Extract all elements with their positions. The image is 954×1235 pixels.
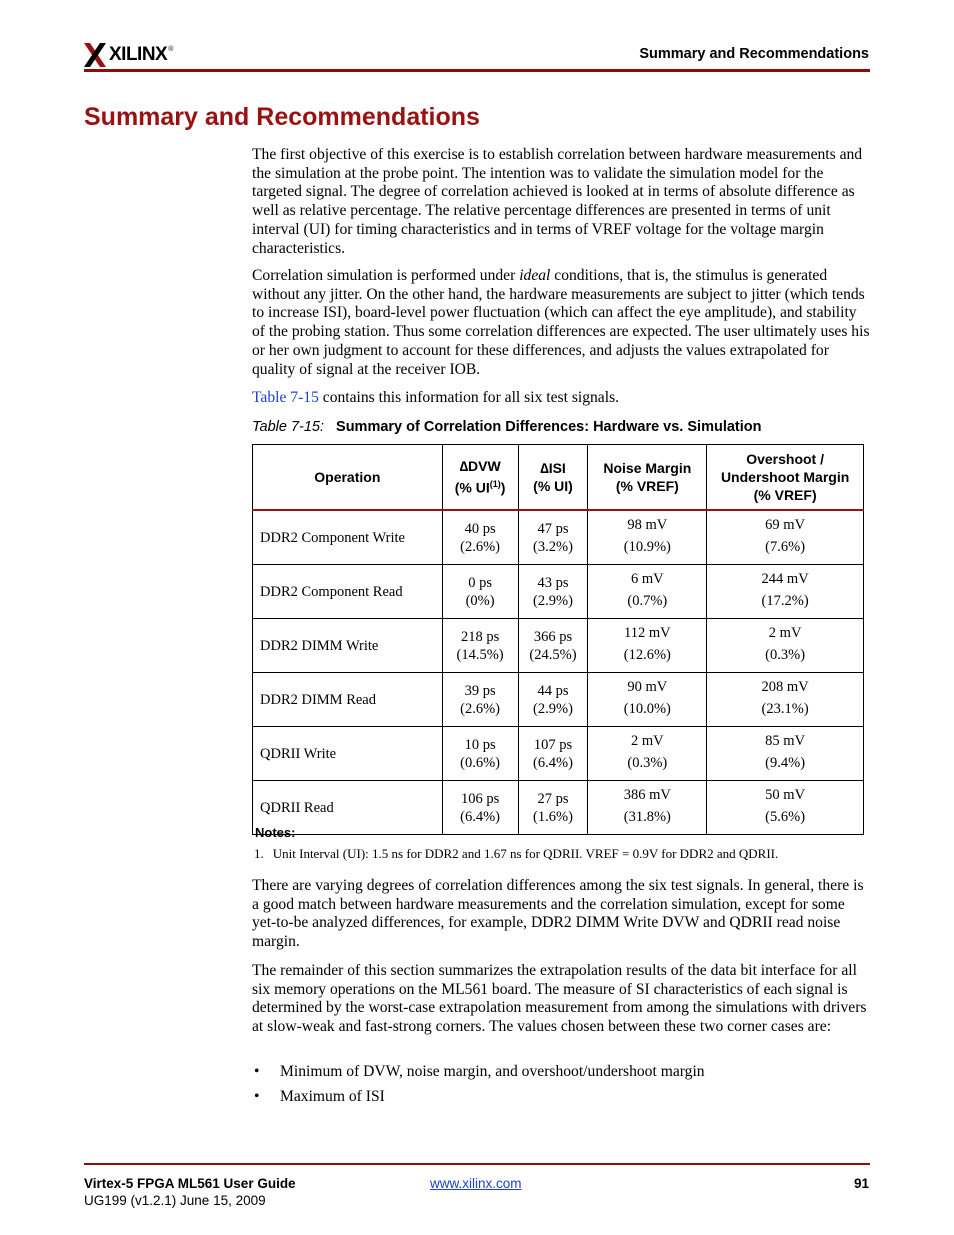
cell-operation [253, 673, 443, 727]
header-dvw-close: ) [500, 479, 506, 496]
cell-dvw [442, 781, 518, 835]
cell-dvw [442, 727, 518, 781]
cell-overshoot-value: 50 mV [765, 787, 806, 803]
header-operation: Operation [253, 445, 443, 511]
cell-dvw [442, 673, 518, 727]
cell-isi-value: 44 ps [537, 682, 569, 699]
header-isi-line1: ∆ISI [540, 460, 566, 476]
xilinx-logo [84, 40, 173, 70]
table-row [253, 510, 864, 565]
p2-italic-ideal: ideal [519, 267, 551, 284]
cell-noise-margin-percent: (10.9%) [623, 539, 671, 555]
footer-website-link[interactable]: www.xilinx.com [430, 1176, 522, 1191]
cell-overshoot [707, 565, 864, 619]
footnote-text: Unit Interval (UI): 1.5 ns for DDR2 and 1.67 ns for QDRII. VREF = 0.9V for DDR2 and QDRII. [272, 846, 779, 861]
xilinx-x-icon [84, 43, 106, 67]
cell-isi-percent: (3.2%) [533, 538, 573, 555]
cell-operation [253, 619, 443, 673]
cell-noise-margin [588, 565, 707, 619]
cell-isi [518, 619, 588, 673]
table-body [253, 510, 864, 835]
bullet-item: • Minimum of DVW, noise margin, and overshoot/undershoot margin [252, 1063, 705, 1088]
cell-overshoot [707, 781, 864, 835]
cell-operation [253, 565, 443, 619]
footer-doc-id: UG199 (v1.2.1) June 15, 2009 [84, 1193, 266, 1208]
cell-dvw-value: 40 ps [464, 520, 496, 537]
cell-isi-value: 107 ps [533, 736, 573, 753]
cell-overshoot-value: 208 mV [761, 679, 809, 695]
cell-noise-margin-value: 2 mV [631, 733, 664, 749]
header-isi-line2: (% UI) [533, 478, 573, 494]
header-nm-line2: (% VREF) [615, 478, 679, 494]
cell-noise-margin-value: 6 mV [631, 571, 664, 587]
table-7-15-link[interactable]: Table 7-15 [252, 389, 319, 406]
cell-dvw-value: 218 ps [460, 628, 500, 645]
cell-dvw [442, 619, 518, 673]
cell-overshoot-percent: (23.1%) [761, 701, 809, 717]
cell-noise-margin-value: 90 mV [627, 679, 668, 695]
header-nm-line1: Noise Margin [603, 460, 692, 476]
table-row [253, 619, 864, 673]
cell-operation-value: QDRII Read [260, 799, 334, 816]
bullet-item: • Maximum of ISI [252, 1088, 705, 1113]
cell-overshoot-value: 85 mV [765, 733, 806, 749]
cell-overshoot [707, 510, 864, 565]
p3-text: contains this information for all six test signals. [318, 389, 620, 406]
cell-overshoot-percent: (17.2%) [761, 593, 809, 609]
logo-wordmark: XILINX [109, 44, 168, 65]
cell-noise-margin-percent: (0.7%) [627, 593, 668, 609]
cell-noise-margin [588, 727, 707, 781]
header-dvw [442, 445, 518, 511]
notes-title: Notes: [255, 825, 296, 840]
cell-dvw-percent: (14.5%) [456, 646, 504, 663]
cell-noise-margin [588, 673, 707, 727]
cell-dvw-percent: (2.6%) [460, 700, 501, 717]
cell-isi [518, 510, 588, 565]
cell-dvw-percent: (0%) [465, 592, 495, 609]
cell-noise-margin [588, 781, 707, 835]
cell-dvw-value: 106 ps [460, 790, 500, 807]
cell-noise-margin [588, 619, 707, 673]
cell-dvw-percent: (2.6%) [460, 538, 501, 555]
p2-text-start: Correlation simulation is performed under [252, 267, 520, 284]
paragraph-correlation [252, 267, 872, 379]
p2-text-end: conditions, that is, the stimulus is generated without any jitter. On the other hand, the hardware measurements are subject to jitter (which tends to increase ISI), board-level power fluctuation (which can affect the eye amplitude), and stability of the probing station. Thus some correlation differences are expected. The user ultimately uses his or her own judgment to account for these differences, and adjusts the values extrapolated for quality of signal at the receiver IOB. [252, 267, 870, 378]
cell-isi-percent: (2.9%) [533, 700, 573, 717]
cell-noise-margin-percent: (0.3%) [627, 755, 668, 771]
paragraph-differences: There are varying degrees of correlation differences among the six test signals. In general, there is a good match between hardware measurements and the correlation simulation, except for some yet-to-be analyzed differences, for example, DDR2 DIMM Write DVW and QDRII read noise margin. [252, 877, 864, 951]
cell-dvw-value: 39 ps [464, 682, 496, 699]
cell-overshoot-percent: (7.6%) [765, 539, 806, 555]
cell-overshoot [707, 727, 864, 781]
cell-operation-value: DDR2 DIMM Write [260, 637, 379, 654]
bullet-list [252, 1063, 705, 1113]
cell-isi-value: 47 ps [537, 520, 569, 537]
header-noise-margin [588, 445, 707, 511]
running-header: Summary and Recommendations [639, 46, 869, 62]
cell-overshoot [707, 673, 864, 727]
cell-overshoot-value: 244 mV [761, 571, 809, 587]
cell-operation-value: DDR2 DIMM Read [260, 691, 376, 708]
header-os-line1: Overshoot / [746, 451, 824, 467]
table-row [253, 727, 864, 781]
cell-isi [518, 727, 588, 781]
cell-overshoot-percent: (5.6%) [765, 809, 806, 825]
table-row [253, 781, 864, 835]
registered-mark: ® [168, 45, 174, 53]
footnote-number: 1. [254, 846, 264, 861]
footnote-1 [254, 846, 778, 862]
cell-operation [253, 727, 443, 781]
paragraph-extrapolation: The remainder of this section summarizes the extrapolation results of the data bit interface for all six memory operations on the ML561 board. The measure of SI characteristics of each signal is determined by the worst-case extrapolation measurement from among the simulations with drivers at slow-weak and fast-strong corners. The values chosen between these two corner cases are: [252, 962, 867, 1036]
section-heading: Summary and Recommendations [84, 103, 480, 131]
cell-overshoot [707, 619, 864, 673]
cell-overshoot-percent: (0.3%) [765, 647, 806, 663]
cell-overshoot-value: 2 mV [768, 625, 802, 641]
footer-doc-title: Virtex-5 FPGA ML561 User Guide [84, 1176, 296, 1191]
header-overshoot [707, 445, 864, 511]
cell-isi-percent: (24.5%) [529, 646, 577, 663]
cell-isi-value: 366 ps [533, 628, 573, 645]
cell-isi-value: 27 ps [537, 790, 569, 807]
correlation-table [252, 444, 864, 835]
cell-noise-margin-percent: (31.8%) [623, 809, 671, 825]
cell-dvw [442, 565, 518, 619]
cell-dvw-percent: (0.6%) [460, 754, 501, 771]
cell-dvw [442, 510, 518, 565]
header-dvw-line2: (% UI [454, 479, 490, 496]
cell-overshoot-percent: (9.4%) [765, 755, 806, 771]
cell-noise-margin-value: 98 mV [627, 517, 668, 533]
paragraph-table-ref [252, 389, 872, 408]
cell-isi [518, 781, 588, 835]
cell-noise-margin-value: 386 mV [623, 787, 671, 803]
cell-isi-percent: (6.4%) [533, 754, 573, 771]
cell-noise-margin-value: 112 mV [624, 625, 671, 641]
cell-noise-margin [588, 510, 707, 565]
table-caption-title: Summary of Correlation Differences: Hardware vs. Simulation [336, 419, 762, 435]
header-dvw-line1: ∆DVW [459, 458, 501, 475]
cell-noise-margin-percent: (10.0%) [623, 701, 671, 717]
cell-noise-margin-percent: (12.6%) [623, 647, 671, 663]
table-row [253, 565, 864, 619]
cell-isi-value: 43 ps [537, 574, 569, 591]
header-os-line3: (% VREF) [753, 487, 817, 503]
table-header-row [253, 445, 864, 511]
cell-operation-value: DDR2 Component Write [260, 529, 405, 546]
header-divider [84, 69, 870, 72]
table-row [253, 673, 864, 727]
footer-divider [84, 1163, 870, 1165]
table-caption [252, 419, 761, 435]
cell-operation-value: DDR2 Component Read [260, 583, 403, 600]
cell-operation-value: QDRII Write [260, 745, 337, 762]
header-os-line2: Undershoot Margin [720, 469, 850, 485]
cell-isi [518, 673, 588, 727]
table-caption-number: Table 7-15: [252, 419, 325, 435]
cell-operation [253, 510, 443, 565]
cell-isi-percent: (2.9%) [533, 592, 573, 609]
cell-dvw-percent: (6.4%) [460, 808, 501, 825]
footnote-ref: (1) [489, 479, 501, 490]
cell-dvw-value: 0 ps [468, 574, 492, 591]
page-number: 91 [853, 1176, 869, 1191]
cell-dvw-value: 10 ps [464, 736, 496, 753]
header-isi [518, 445, 588, 511]
paragraph-objective: The first objective of this exercise is to establish correlation between hardware measurements and the simulation at the probe point. The intention was to validate the simulation model for the targeted signal. The degree of correlation achieved is looked at in terms of absolute difference as well as relative percentage. The relative percentage differences are presented in terms of unit interval (UI) for timing characteristics and in terms of VREF voltage for the voltage margin characteristics. [252, 146, 863, 257]
cell-isi [518, 565, 588, 619]
cell-isi-percent: (1.6%) [533, 808, 573, 825]
cell-overshoot-value: 69 mV [765, 517, 806, 533]
